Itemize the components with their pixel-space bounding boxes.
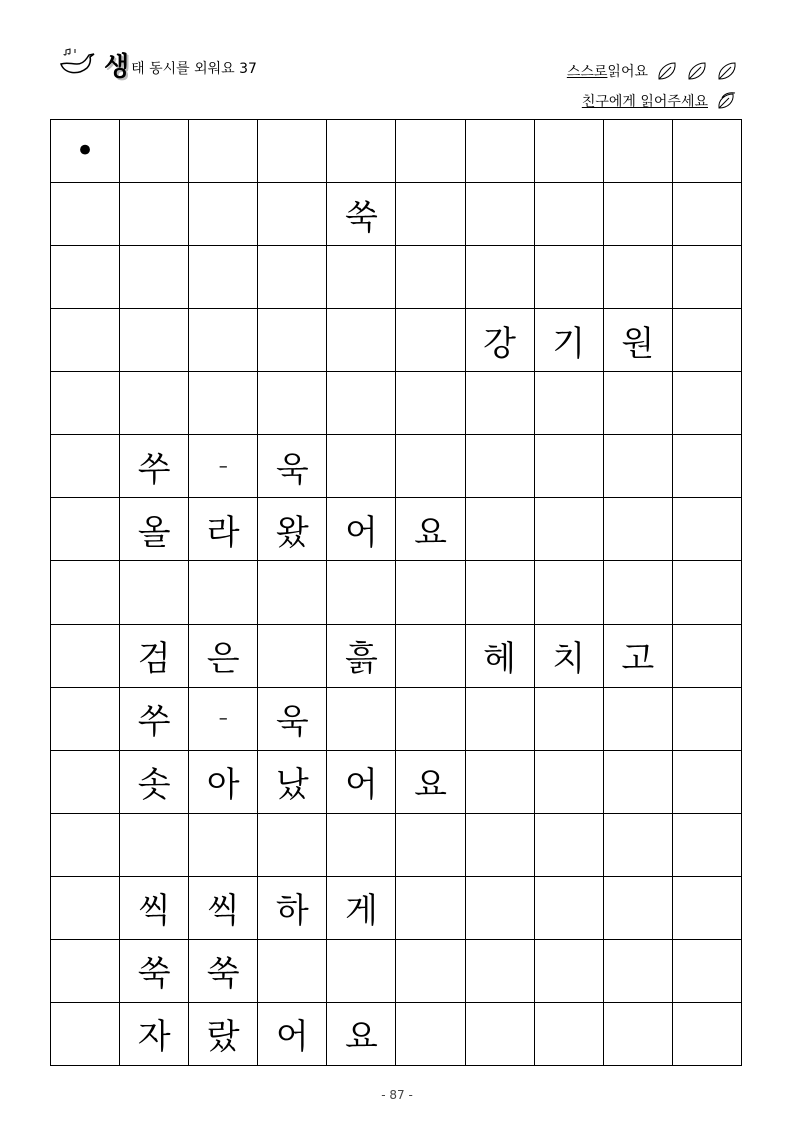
grid-cell [603,561,672,624]
grid-cell: 어 [327,498,396,561]
grid-cell: 헤 [465,624,534,687]
grid-row [51,246,742,309]
grid-cell [51,435,120,498]
grid-cell [396,372,465,435]
grid-cell [327,309,396,372]
grid-cell [672,498,741,561]
grid-cell [603,246,672,309]
grid-cell [672,246,741,309]
grid-cell [465,561,534,624]
leaf-icon[interactable] [716,60,738,82]
leaf-icon[interactable] [656,60,678,82]
grid-cell: 고 [603,624,672,687]
grid-cell [465,435,534,498]
grid-cell [603,435,672,498]
grid-row [51,120,742,183]
grid-row [51,876,742,939]
grid-cell [51,750,120,813]
grid-cell: 하 [258,876,327,939]
grid-cell [396,246,465,309]
grid-row [51,309,742,372]
grid-cell [465,120,534,183]
grid-cell [327,687,396,750]
grid-cell [603,498,672,561]
grid-cell [534,750,603,813]
self-read-label-underlined: 스스로 [566,64,608,80]
grid-cell [396,309,465,372]
grid-cell [465,1002,534,1065]
grid-cell: • [51,120,120,183]
grid-cell: 아 [189,750,258,813]
self-read-row [567,56,738,86]
grid-cell [327,435,396,498]
grid-cell: 랐 [189,1002,258,1065]
grid-cell: 쑤 [120,435,189,498]
grid-cell: 요 [396,750,465,813]
grid-cell [327,939,396,1002]
grid-cell [258,624,327,687]
grid-cell [465,750,534,813]
grid-cell [327,813,396,876]
grid-cell: 기 [534,309,603,372]
grid-cell [534,183,603,246]
grid-cell [396,939,465,1002]
title-initial: 생 [104,52,130,82]
grid-cell [120,561,189,624]
grid-cell [51,183,120,246]
grid-cell [396,1002,465,1065]
grid-cell: 씩 [189,876,258,939]
grid-cell [672,813,741,876]
grid-cell [465,687,534,750]
grid-cell [672,1002,741,1065]
grid-cell: 욱 [258,435,327,498]
grid-cell [327,246,396,309]
grid-cell: 강 [465,309,534,372]
page-title: 태 동시를 외워요 37 [131,61,257,77]
grid-cell [189,813,258,876]
grid-cell [534,939,603,1002]
grid-cell: 어 [327,750,396,813]
friend-read-label: 친구에게 읽어주세요 [581,94,708,110]
grid-row [51,183,742,246]
grid-cell [120,372,189,435]
grid-cell [120,120,189,183]
grid-cell: 쑥 [327,183,396,246]
grid-cell [603,813,672,876]
grid-cell [672,120,741,183]
grid-row [51,561,742,624]
grid-cell [534,876,603,939]
grid-row [51,687,742,750]
grid-cell [603,750,672,813]
grid-cell [51,561,120,624]
grid-row [51,813,742,876]
grid-cell [327,120,396,183]
grid-cell [603,1002,672,1065]
grid-cell [603,876,672,939]
grid-cell [396,624,465,687]
grid-cell [672,435,741,498]
grid-cell: 라 [189,498,258,561]
grid-cell [258,309,327,372]
grid-cell [51,372,120,435]
header-title-area [58,48,257,80]
grid-cell [603,120,672,183]
grid-cell: 요 [396,498,465,561]
grid-cell [189,561,258,624]
grid-cell [396,561,465,624]
grid-cell: 어 [258,1002,327,1065]
grid-cell [603,687,672,750]
grid-row [51,498,742,561]
grid-cell: 올 [120,498,189,561]
grid-row [51,435,742,498]
grid-cell: 솟 [120,750,189,813]
grid-cell: 왔 [258,498,327,561]
grid-cell [672,183,741,246]
grid-cell [258,372,327,435]
grid-cell [465,246,534,309]
grid-cell [396,435,465,498]
double-leaf-icon[interactable] [716,90,738,112]
grid-cell [672,561,741,624]
grid-cell [258,561,327,624]
grid-cell [534,372,603,435]
grid-cell [327,561,396,624]
grid-cell [396,876,465,939]
grid-cell: 쑥 [120,939,189,1002]
grid-cell: 욱 [258,687,327,750]
grid-cell [534,813,603,876]
grid-cell [465,498,534,561]
grid-cell [189,372,258,435]
grid-cell [534,435,603,498]
grid-cell [603,372,672,435]
grid-cell [189,120,258,183]
friend-read-row [567,86,738,116]
grid-cell [396,687,465,750]
grid-cell [672,624,741,687]
grid-cell [51,687,120,750]
grid-cell [465,939,534,1002]
grid-cell: 자 [120,1002,189,1065]
grid-cell [120,246,189,309]
grid-cell [465,183,534,246]
page-number: - 87 - [381,1088,413,1102]
grid-row [51,372,742,435]
reading-checklist [567,56,738,116]
grid-cell [672,687,741,750]
grid-cell [51,246,120,309]
grid-cell [534,1002,603,1065]
grid-cell [51,498,120,561]
grid-cell: 났 [258,750,327,813]
grid-cell [396,183,465,246]
grid-cell [672,750,741,813]
grid-cell [120,309,189,372]
grid-cell [465,813,534,876]
grid-cell [51,876,120,939]
grid-cell: 요 [327,1002,396,1065]
grid-cell [258,939,327,1002]
grid-cell [534,687,603,750]
grid-cell: – [189,435,258,498]
leaf-icon[interactable] [686,60,708,82]
grid-cell [603,939,672,1002]
grid-cell [672,372,741,435]
grid-cell [327,372,396,435]
grid-cell [189,246,258,309]
grid-cell [465,372,534,435]
whale-icon [58,48,98,80]
grid-cell [189,183,258,246]
grid-row [51,624,742,687]
grid-cell [51,309,120,372]
grid-cell: – [189,687,258,750]
grid-cell: 검 [120,624,189,687]
grid-cell [672,939,741,1002]
grid-cell: 원 [603,309,672,372]
grid-cell [672,309,741,372]
grid-cell [51,624,120,687]
grid-cell [258,183,327,246]
grid-cell: 은 [189,624,258,687]
grid-cell: 흙 [327,624,396,687]
grid-cell [120,183,189,246]
grid-cell [51,1002,120,1065]
grid-cell: 치 [534,624,603,687]
grid-cell [396,813,465,876]
grid-cell [465,876,534,939]
grid-cell [258,120,327,183]
writing-grid [50,119,742,1066]
grid-cell [51,939,120,1002]
grid-cell: 게 [327,876,396,939]
self-read-label: 읽어요 [607,64,648,80]
grid-cell: 쑥 [189,939,258,1002]
grid-cell [258,813,327,876]
grid-cell [534,498,603,561]
grid-cell [120,813,189,876]
grid-cell [189,309,258,372]
grid-cell [534,120,603,183]
grid-cell [672,876,741,939]
grid-cell [258,246,327,309]
grid-cell: 씩 [120,876,189,939]
grid-cell [396,120,465,183]
grid-row [51,750,742,813]
grid-cell: 쑤 [120,687,189,750]
grid-cell [603,183,672,246]
grid-cell [51,813,120,876]
grid-cell [534,561,603,624]
grid-row [51,939,742,1002]
grid-row [51,1002,742,1065]
grid-cell [534,246,603,309]
